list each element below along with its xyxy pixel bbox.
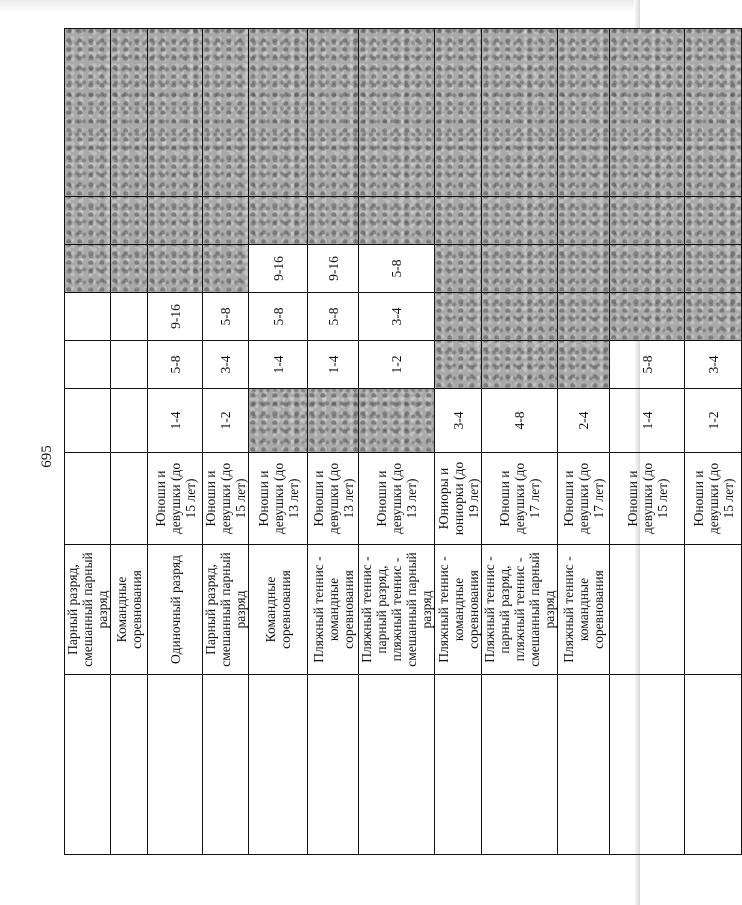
table-row — [435, 29, 482, 855]
age-cell: Юноши и девушки (до 13 лет) — [308, 453, 359, 545]
place-value: 3-4 — [389, 307, 404, 326]
grey-cell — [308, 29, 359, 197]
table-row — [359, 29, 435, 855]
place-value: 5-8 — [389, 259, 404, 278]
grey-cell — [203, 245, 249, 293]
place-value: 5-8 — [218, 307, 233, 326]
grey-cell — [482, 341, 558, 389]
event-cell: Пляжный теннис - парный разряд, пляжный теннис - смешанный парный разряд — [482, 545, 558, 675]
grey-cell — [482, 197, 558, 245]
event-cell: Пляжный теннис - командные соревнования — [308, 545, 359, 675]
place-value: 9-16 — [325, 256, 341, 281]
grey-cell — [65, 197, 111, 245]
grey-cell — [308, 197, 359, 245]
place-value: 2-4 — [576, 411, 591, 430]
place-value: 5-8 — [270, 307, 286, 326]
grey-cell — [435, 29, 482, 197]
place-cell — [249, 245, 308, 293]
grey-cell — [610, 29, 685, 197]
place-cell — [249, 341, 308, 389]
age-cell: Юноши и девушки (до 13 лет) — [359, 453, 435, 545]
table-row — [111, 29, 148, 855]
place-value: 9-16 — [270, 256, 286, 281]
place-value: 1-4 — [167, 411, 183, 430]
event-cell: Пляжный теннис - парный разряд, пляжный теннис - смешанный парный разряд — [359, 545, 435, 675]
blank-cell — [482, 675, 558, 855]
event-cell: Одиночный разряд — [148, 545, 203, 675]
grey-cell — [359, 197, 435, 245]
table-row — [685, 29, 742, 855]
grey-cell — [148, 197, 203, 245]
table-row — [482, 29, 558, 855]
event-cell: Командные соревнования — [249, 545, 308, 675]
grey-cell — [203, 29, 249, 197]
event-cell: Пляжный теннис - командные соревнования — [435, 545, 482, 675]
grey-cell — [111, 29, 148, 197]
place-value: 1-4 — [325, 355, 341, 374]
place-cell — [610, 389, 685, 453]
grey-cell — [249, 29, 308, 197]
page-number: 695 — [38, 445, 55, 468]
grey-cell — [558, 29, 610, 197]
place-cell — [308, 293, 359, 341]
place-cell — [148, 293, 203, 341]
table-row — [249, 29, 308, 855]
blank-cell — [435, 675, 482, 855]
place-value: 5-8 — [167, 355, 183, 374]
age-cell: Юноши и девушки (до 15 лет) — [610, 453, 685, 545]
place-value: 3-4 — [218, 355, 233, 374]
place-cell — [435, 389, 482, 453]
grey-cell — [65, 29, 111, 197]
place-cell — [203, 293, 249, 341]
grey-cell — [685, 197, 742, 245]
age-cell: Юноши и девушки (до 15 лет) — [148, 453, 203, 545]
place-value: 1-2 — [218, 411, 233, 430]
grey-cell — [482, 293, 558, 341]
place-cell — [685, 341, 742, 389]
event-cell: Пляжный теннис - командные соревнования — [558, 545, 610, 675]
grey-cell — [308, 389, 359, 453]
place-value: 3-4 — [705, 355, 721, 374]
event-cell: Парный разряд, смешанный парный разряд — [203, 545, 249, 675]
grey-cell — [482, 29, 558, 197]
place-cell — [65, 389, 111, 453]
place-value: 3-4 — [450, 411, 466, 430]
place-cell — [111, 389, 148, 453]
place-cell — [308, 245, 359, 293]
place-cell — [558, 389, 610, 453]
table-row — [203, 29, 249, 855]
scan-edge — [0, 0, 640, 12]
blank-cell — [203, 675, 249, 855]
place-cell — [482, 389, 558, 453]
place-cell — [203, 389, 249, 453]
grey-cell — [610, 245, 685, 293]
place-cell — [359, 245, 435, 293]
grey-cell — [203, 197, 249, 245]
place-cell — [65, 293, 111, 341]
age-cell: Юноши и девушки (до 15 лет) — [685, 453, 742, 545]
grey-cell — [685, 245, 742, 293]
results-table — [64, 28, 742, 855]
grey-cell — [249, 197, 308, 245]
place-cell — [148, 341, 203, 389]
place-value: 4-8 — [512, 411, 527, 430]
age-cell — [111, 453, 148, 545]
grey-cell — [435, 197, 482, 245]
grey-cell — [558, 245, 610, 293]
grey-cell — [435, 293, 482, 341]
age-cell: Юноши и девушки (до 17 лет) — [482, 453, 558, 545]
grey-cell — [65, 245, 111, 293]
place-cell — [308, 341, 359, 389]
place-value: 5-8 — [325, 307, 341, 326]
blank-cell — [610, 675, 685, 855]
table-row — [308, 29, 359, 855]
age-cell — [65, 453, 111, 545]
event-cell: Парный разряд, смешанный парный разряд — [65, 545, 111, 675]
grey-cell — [359, 389, 435, 453]
grey-cell — [111, 197, 148, 245]
place-cell — [610, 341, 685, 389]
blank-cell — [359, 675, 435, 855]
grey-cell — [249, 389, 308, 453]
place-cell — [359, 293, 435, 341]
grey-cell — [558, 341, 610, 389]
event-cell — [610, 545, 685, 675]
grey-cell — [111, 245, 148, 293]
place-cell — [203, 341, 249, 389]
table-row — [610, 29, 685, 855]
place-cell — [65, 341, 111, 389]
place-value: 1-2 — [705, 411, 721, 430]
grey-cell — [359, 29, 435, 197]
table-row — [65, 29, 111, 855]
blank-cell — [685, 675, 742, 855]
grey-cell — [610, 197, 685, 245]
place-cell — [111, 341, 148, 389]
place-value: 1-4 — [270, 355, 286, 374]
blank-cell — [111, 675, 148, 855]
grey-cell — [435, 245, 482, 293]
grey-cell — [685, 293, 742, 341]
blank-cell — [249, 675, 308, 855]
place-cell — [685, 389, 742, 453]
age-cell: Юниоры и юниорки (до 19 лет) — [435, 453, 482, 545]
blank-cell — [148, 675, 203, 855]
grey-cell — [435, 341, 482, 389]
table-row — [148, 29, 203, 855]
grey-cell — [148, 29, 203, 197]
grey-cell — [610, 293, 685, 341]
grey-cell — [558, 197, 610, 245]
blank-cell — [308, 675, 359, 855]
event-cell — [685, 545, 742, 675]
table-row — [558, 29, 610, 855]
rotated-table-container — [64, 29, 736, 855]
grey-cell — [482, 245, 558, 293]
place-value: 1-4 — [639, 411, 655, 430]
place-value: 5-8 — [639, 355, 655, 374]
age-cell: Юноши и девушки (до 13 лет) — [249, 453, 308, 545]
blank-cell — [65, 675, 111, 855]
age-cell: Юноши и девушки (до 17 лет) — [558, 453, 610, 545]
place-cell — [111, 293, 148, 341]
place-value: 1-2 — [389, 355, 404, 374]
grey-cell — [148, 245, 203, 293]
blank-cell — [558, 675, 610, 855]
grey-cell — [685, 29, 742, 197]
age-cell: Юноши и девушки (до 15 лет) — [203, 453, 249, 545]
place-cell — [148, 389, 203, 453]
place-cell — [249, 293, 308, 341]
place-cell — [359, 341, 435, 389]
place-value: 9-16 — [167, 304, 183, 329]
event-cell: Командные соревнования — [111, 545, 148, 675]
grey-cell — [558, 293, 610, 341]
